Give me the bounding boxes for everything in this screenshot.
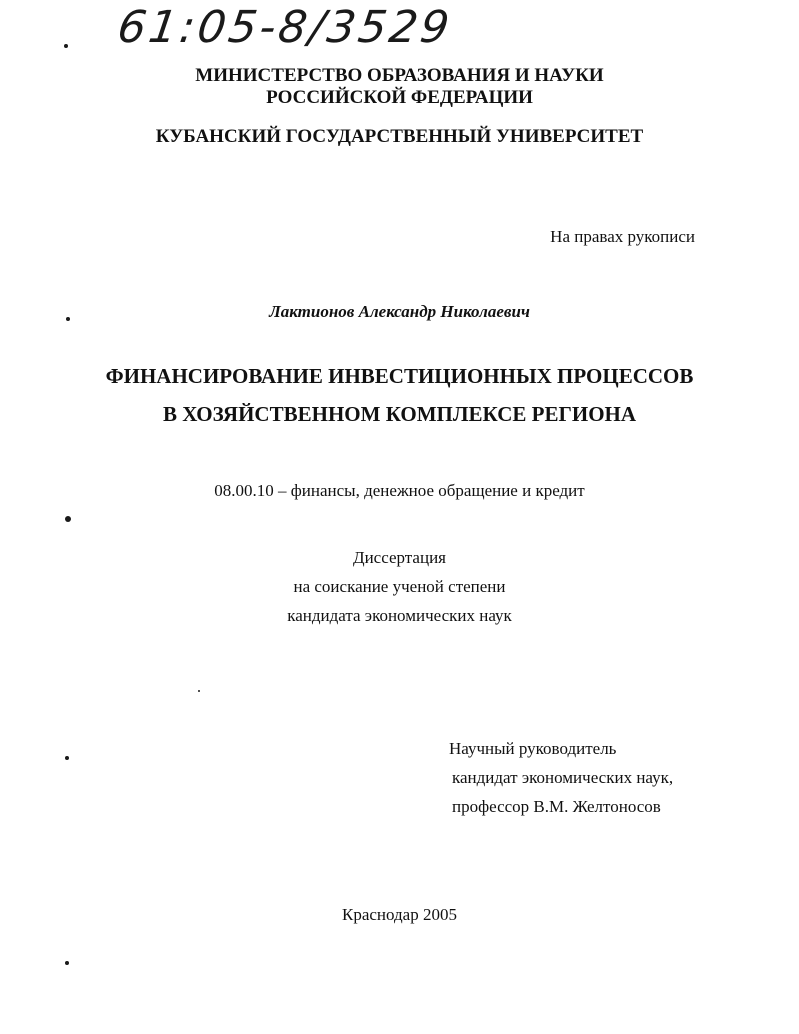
scan-mark (66, 317, 70, 321)
author-name: Лактионов Александр Николаевич (269, 302, 530, 321)
supervisor-line-2: кандидат экономических наук, (452, 768, 674, 787)
supervisor-line-3: профессор В.М. Желтоносов (452, 797, 661, 816)
scan-mark (65, 756, 69, 760)
handwritten-archive-code: 61:05-8/3529 (114, 2, 456, 53)
dissertation-title (0, 357, 799, 433)
scan-mark (65, 516, 71, 522)
city-year: Краснодар 2005 (342, 905, 457, 924)
scan-mark (64, 44, 68, 48)
dissertation-degree-block (0, 543, 799, 630)
university-name: КУБАНСКИЙ ГОСУДАРСТВЕННЫЙ УНИВЕРСИТЕТ (155, 126, 644, 147)
scan-speck (198, 690, 200, 692)
ministry-line-2: РОССИЙСКОЙ ФЕДЕРАЦИИ (266, 87, 533, 108)
dissertation-line-2: на соискание ученой степени (293, 577, 506, 596)
title-line-2: В ХОЗЯЙСТВЕННОМ КОМПЛЕКСЕ РЕГИОНА (162, 402, 637, 426)
title-line-1: ФИНАНСИРОВАНИЕ ИНВЕСТИЦИОННЫХ ПРОЦЕССОВ (105, 364, 694, 388)
dissertation-line-3: кандидата экономических наук (287, 606, 512, 625)
ministry-line-1: МИНИСТЕРСТВО ОБРАЗОВАНИЯ И НАУКИ (195, 65, 604, 86)
supervisor-block (449, 734, 673, 821)
ministry-header (0, 65, 799, 109)
specialty-code: 08.00.10 – финансы, денежное обращение и кредит (214, 481, 585, 500)
dissertation-line-1: Диссертация (352, 548, 446, 567)
supervisor-line-1: Научный руководитель (449, 739, 617, 758)
rights-note: На правах рукописи (550, 227, 695, 246)
scan-mark (65, 961, 69, 965)
